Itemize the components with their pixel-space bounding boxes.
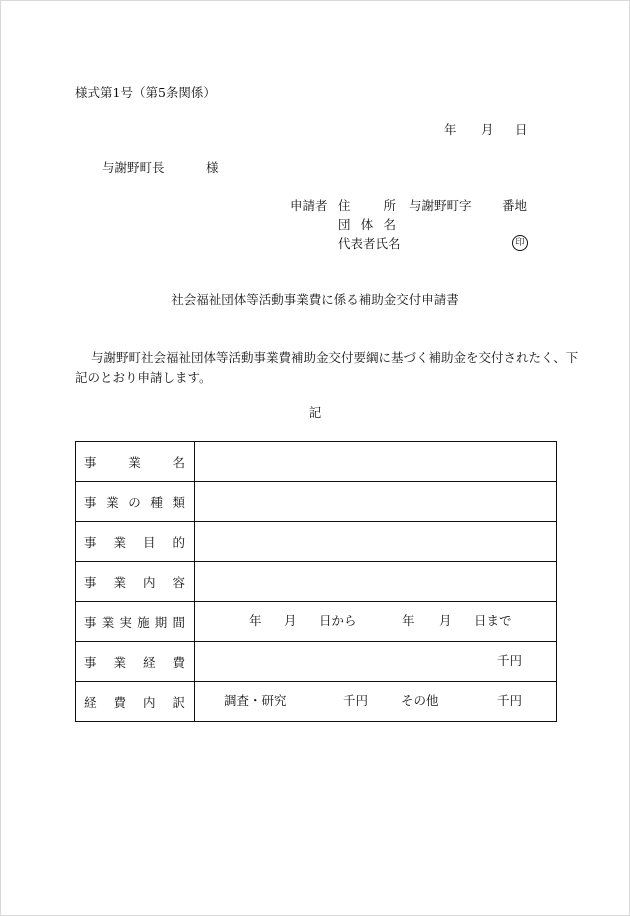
honorific: 様 [206, 160, 219, 175]
date-day: 日 [515, 122, 528, 137]
address-value: 与謝野町字 [409, 198, 472, 213]
row-label-cost-breakdown: 経 費 内 訳 [76, 682, 195, 722]
table-row [76, 602, 557, 642]
table-row [76, 482, 557, 522]
period-end-day: 日まで [474, 613, 512, 628]
project-name-field[interactable] [195, 442, 557, 482]
breakdown-research-label: 調査・研究 [224, 693, 287, 708]
project-type-field[interactable] [195, 482, 557, 522]
row-label-project-type: 事 業 の 種 類 [76, 482, 195, 522]
table-row [76, 562, 557, 602]
project-content-field[interactable] [195, 562, 557, 602]
body-line-1: 与謝野町社会福祉団体等活動事業費補助金交付要綱に基づく補助金を交付されたく、下 [91, 350, 579, 365]
form-number: 様式第1号（第5条関係） [75, 85, 216, 100]
cost-breakdown-field[interactable] [195, 682, 557, 722]
date-month: 月 [481, 122, 494, 137]
address-label: 住 所 [338, 198, 396, 213]
breakdown-other-label: その他 [401, 693, 439, 708]
table-row [76, 522, 557, 562]
period-end-year: 年 [402, 613, 415, 628]
breakdown-research-unit: 千円 [343, 693, 369, 708]
cost-unit: 千円 [497, 653, 523, 668]
ki-heading: 記 [308, 405, 322, 420]
row-label-project-name: 事 業 名 [76, 442, 195, 482]
period-start-day: 日から [319, 613, 357, 628]
table-row [76, 442, 557, 482]
address-suffix: 番地 [502, 198, 528, 213]
row-label-project-content: 事 業 内 容 [76, 562, 195, 602]
row-label-project-cost: 事 業 経 費 [76, 642, 195, 682]
application-table [75, 441, 557, 722]
period-end-month: 月 [439, 613, 452, 628]
period-start-month: 月 [284, 613, 297, 628]
org-label: 団 体 名 [338, 217, 396, 232]
seal-mark: 印 [512, 235, 528, 251]
period-start-year: 年 [249, 613, 262, 628]
document-title: 社会福祉団体等活動事業費に係る補助金交付申請書 [171, 292, 459, 307]
project-period-field[interactable] [195, 602, 557, 642]
body-line-2: 記のとおり申請します。 [75, 370, 212, 385]
project-purpose-field[interactable] [195, 522, 557, 562]
date-year: 年 [444, 122, 457, 137]
table-row [76, 682, 557, 722]
addressee: 与謝野町長 [102, 160, 165, 175]
representative-label: 代表者氏名 [338, 236, 401, 251]
breakdown-other-unit: 千円 [497, 693, 523, 708]
applicant-role: 申請者 [290, 198, 328, 213]
row-label-project-purpose: 事 業 目 的 [76, 522, 195, 562]
table-row [76, 642, 557, 682]
project-cost-field[interactable] [195, 642, 557, 682]
row-label-project-period: 事 業 実 施 期 間 [76, 602, 195, 642]
